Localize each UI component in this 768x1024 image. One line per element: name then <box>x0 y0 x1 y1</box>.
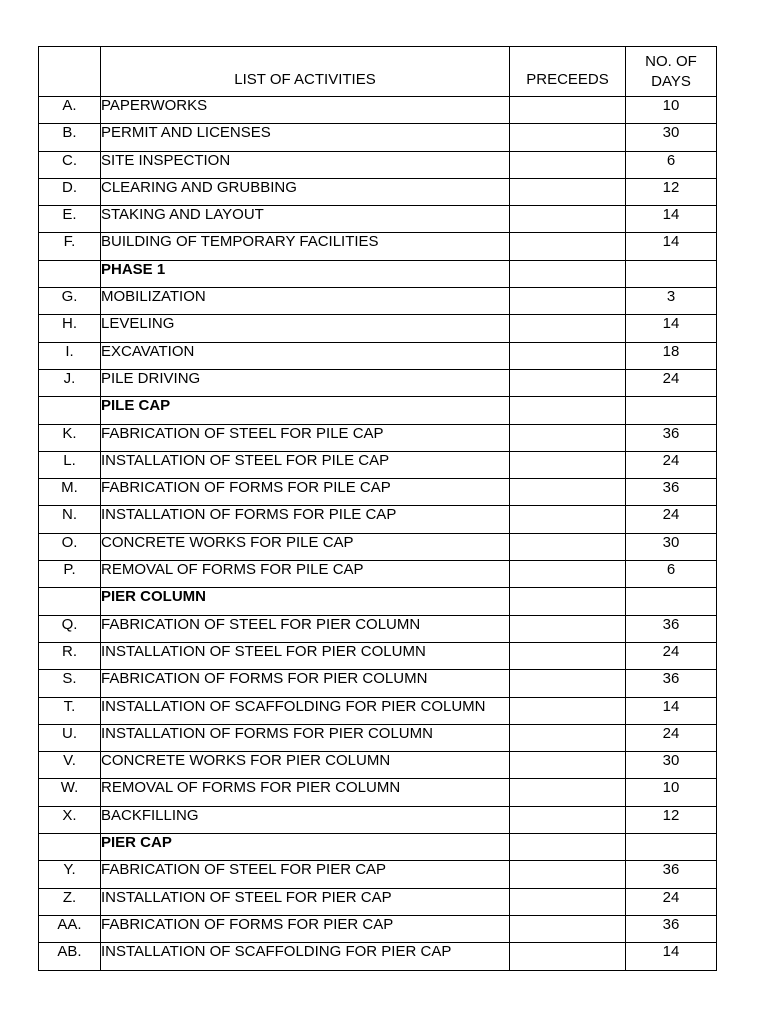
activity-code-cell: O. <box>39 533 101 560</box>
precedes-cell <box>510 397 626 424</box>
section-header-row <box>39 834 717 861</box>
section-title-cell: PILE CAP <box>101 397 510 424</box>
precedes-cell <box>510 642 626 669</box>
duration-days-cell: 36 <box>626 615 717 642</box>
precedes-cell <box>510 451 626 478</box>
activity-code-cell: W. <box>39 779 101 806</box>
duration-days-cell: 10 <box>626 779 717 806</box>
header-activity: LIST OF ACTIVITIES <box>101 47 510 97</box>
table-row <box>39 915 717 942</box>
activity-code-cell: Q. <box>39 615 101 642</box>
precedes-cell <box>510 342 626 369</box>
activity-code-cell: E. <box>39 206 101 233</box>
precedes-cell <box>510 561 626 588</box>
precedes-cell <box>510 861 626 888</box>
precedes-cell <box>510 697 626 724</box>
table-row <box>39 288 717 315</box>
activity-name-cell: REMOVAL OF FORMS FOR PIER COLUMN <box>101 779 510 806</box>
duration-days-cell: 24 <box>626 642 717 669</box>
table-row <box>39 124 717 151</box>
duration-days-cell: 24 <box>626 506 717 533</box>
activity-code-cell: F. <box>39 233 101 260</box>
table-row <box>39 315 717 342</box>
table-row <box>39 670 717 697</box>
activity-name-cell: CONCRETE WORKS FOR PIER COLUMN <box>101 752 510 779</box>
activity-code-cell: U. <box>39 724 101 751</box>
precedes-cell <box>510 233 626 260</box>
duration-days-cell: 36 <box>626 424 717 451</box>
section-header-row <box>39 397 717 424</box>
section-title-cell: PIER COLUMN <box>101 588 510 615</box>
precedes-cell <box>510 779 626 806</box>
activity-name-cell: INSTALLATION OF FORMS FOR PIER COLUMN <box>101 724 510 751</box>
precedes-cell <box>510 943 626 970</box>
table-row <box>39 697 717 724</box>
header-code <box>39 47 101 97</box>
duration-days-cell: 24 <box>626 369 717 396</box>
duration-days-cell: 24 <box>626 724 717 751</box>
table-row <box>39 178 717 205</box>
activity-code-cell: Z. <box>39 888 101 915</box>
precedes-cell <box>510 97 626 124</box>
duration-days-cell: 12 <box>626 806 717 833</box>
header-days: NO. OF DAYS <box>626 47 717 97</box>
table-row <box>39 506 717 533</box>
activity-name-cell: LEVELING <box>101 315 510 342</box>
activity-code-cell <box>39 588 101 615</box>
activity-code-cell: A. <box>39 97 101 124</box>
table-header-row <box>39 47 717 97</box>
precedes-cell <box>510 806 626 833</box>
activity-name-cell: PILE DRIVING <box>101 369 510 396</box>
duration-days-cell: 36 <box>626 915 717 942</box>
activity-name-cell: FABRICATION OF FORMS FOR PILE CAP <box>101 479 510 506</box>
activity-code-cell: C. <box>39 151 101 178</box>
table-row <box>39 888 717 915</box>
activity-name-cell: PAPERWORKS <box>101 97 510 124</box>
activity-code-cell: S. <box>39 670 101 697</box>
table-row <box>39 369 717 396</box>
precedes-cell <box>510 124 626 151</box>
precedes-cell <box>510 834 626 861</box>
activity-name-cell: REMOVAL OF FORMS FOR PILE CAP <box>101 561 510 588</box>
header-precedes: PRECEEDS <box>510 47 626 97</box>
precedes-cell <box>510 479 626 506</box>
activity-name-cell: FABRICATION OF STEEL FOR PILE CAP <box>101 424 510 451</box>
precedes-cell <box>510 506 626 533</box>
precedes-cell <box>510 915 626 942</box>
table-row <box>39 861 717 888</box>
activity-code-cell <box>39 834 101 861</box>
activity-name-cell: STAKING AND LAYOUT <box>101 206 510 233</box>
table-row <box>39 561 717 588</box>
precedes-cell <box>510 315 626 342</box>
table-row <box>39 424 717 451</box>
activity-name-cell: BACKFILLING <box>101 806 510 833</box>
table-row <box>39 206 717 233</box>
section-header-row <box>39 260 717 287</box>
table-row <box>39 479 717 506</box>
activity-name-cell: INSTALLATION OF STEEL FOR PIER COLUMN <box>101 642 510 669</box>
activity-name-cell: MOBILIZATION <box>101 288 510 315</box>
table-row <box>39 97 717 124</box>
section-title-cell: PIER CAP <box>101 834 510 861</box>
duration-days-cell: 6 <box>626 151 717 178</box>
activities-table-body <box>39 97 717 971</box>
duration-days-cell: 14 <box>626 943 717 970</box>
activity-code-cell: H. <box>39 315 101 342</box>
duration-days-cell: 18 <box>626 342 717 369</box>
activity-code-cell: K. <box>39 424 101 451</box>
precedes-cell <box>510 369 626 396</box>
activity-name-cell: EXCAVATION <box>101 342 510 369</box>
activities-table <box>38 46 717 971</box>
activity-code-cell: R. <box>39 642 101 669</box>
activity-name-cell: CLEARING AND GRUBBING <box>101 178 510 205</box>
table-row <box>39 615 717 642</box>
precedes-cell <box>510 724 626 751</box>
activity-code-cell: AA. <box>39 915 101 942</box>
precedes-cell <box>510 288 626 315</box>
activity-code-cell: M. <box>39 479 101 506</box>
activity-code-cell: Y. <box>39 861 101 888</box>
activity-name-cell: INSTALLATION OF SCAFFOLDING FOR PIER COLUMN <box>101 697 510 724</box>
duration-days-cell: 30 <box>626 752 717 779</box>
table-row <box>39 451 717 478</box>
duration-days-cell: 36 <box>626 479 717 506</box>
section-title-cell: PHASE 1 <box>101 260 510 287</box>
activity-code-cell <box>39 397 101 424</box>
activity-name-cell: INSTALLATION OF STEEL FOR PIER CAP <box>101 888 510 915</box>
activity-name-cell: FABRICATION OF FORMS FOR PIER CAP <box>101 915 510 942</box>
activity-name-cell: FABRICATION OF STEEL FOR PIER COLUMN <box>101 615 510 642</box>
table-row <box>39 752 717 779</box>
table-row <box>39 943 717 970</box>
activity-code-cell: AB. <box>39 943 101 970</box>
activity-code-cell: N. <box>39 506 101 533</box>
table-row <box>39 233 717 260</box>
table-row <box>39 533 717 560</box>
duration-days-cell: 10 <box>626 97 717 124</box>
duration-days-cell: 14 <box>626 697 717 724</box>
duration-days-cell: 30 <box>626 124 717 151</box>
duration-days-cell: 30 <box>626 533 717 560</box>
precedes-cell <box>510 588 626 615</box>
duration-days-cell: 6 <box>626 561 717 588</box>
activity-code-cell: P. <box>39 561 101 588</box>
section-header-row <box>39 588 717 615</box>
activity-name-cell: CONCRETE WORKS FOR PILE CAP <box>101 533 510 560</box>
activity-code-cell: X. <box>39 806 101 833</box>
activity-name-cell: INSTALLATION OF SCAFFOLDING FOR PIER CAP <box>101 943 510 970</box>
duration-days-cell: 3 <box>626 288 717 315</box>
duration-days-cell: 14 <box>626 206 717 233</box>
duration-days-cell <box>626 588 717 615</box>
precedes-cell <box>510 752 626 779</box>
duration-days-cell <box>626 397 717 424</box>
activity-code-cell: T. <box>39 697 101 724</box>
precedes-cell <box>510 615 626 642</box>
activity-code-cell: B. <box>39 124 101 151</box>
activity-code-cell: V. <box>39 752 101 779</box>
activity-name-cell: FABRICATION OF STEEL FOR PIER CAP <box>101 861 510 888</box>
duration-days-cell <box>626 260 717 287</box>
table-row <box>39 342 717 369</box>
precedes-cell <box>510 206 626 233</box>
table-row <box>39 806 717 833</box>
activity-code-cell: J. <box>39 369 101 396</box>
activity-code-cell <box>39 260 101 287</box>
activity-code-cell: I. <box>39 342 101 369</box>
duration-days-cell: 36 <box>626 861 717 888</box>
table-row <box>39 779 717 806</box>
activity-name-cell: INSTALLATION OF FORMS FOR PILE CAP <box>101 506 510 533</box>
precedes-cell <box>510 670 626 697</box>
duration-days-cell: 24 <box>626 451 717 478</box>
precedes-cell <box>510 424 626 451</box>
duration-days-cell: 14 <box>626 233 717 260</box>
activity-name-cell: PERMIT AND LICENSES <box>101 124 510 151</box>
activity-name-cell: SITE INSPECTION <box>101 151 510 178</box>
table-row <box>39 642 717 669</box>
duration-days-cell: 24 <box>626 888 717 915</box>
table-row <box>39 151 717 178</box>
duration-days-cell: 12 <box>626 178 717 205</box>
precedes-cell <box>510 533 626 560</box>
precedes-cell <box>510 888 626 915</box>
activity-name-cell: BUILDING OF TEMPORARY FACILITIES <box>101 233 510 260</box>
duration-days-cell: 14 <box>626 315 717 342</box>
duration-days-cell <box>626 834 717 861</box>
precedes-cell <box>510 260 626 287</box>
table-row <box>39 724 717 751</box>
duration-days-cell: 36 <box>626 670 717 697</box>
activity-code-cell: D. <box>39 178 101 205</box>
precedes-cell <box>510 151 626 178</box>
activity-code-cell: L. <box>39 451 101 478</box>
activity-code-cell: G. <box>39 288 101 315</box>
activity-name-cell: FABRICATION OF FORMS FOR PIER COLUMN <box>101 670 510 697</box>
activity-name-cell: INSTALLATION OF STEEL FOR PILE CAP <box>101 451 510 478</box>
precedes-cell <box>510 178 626 205</box>
